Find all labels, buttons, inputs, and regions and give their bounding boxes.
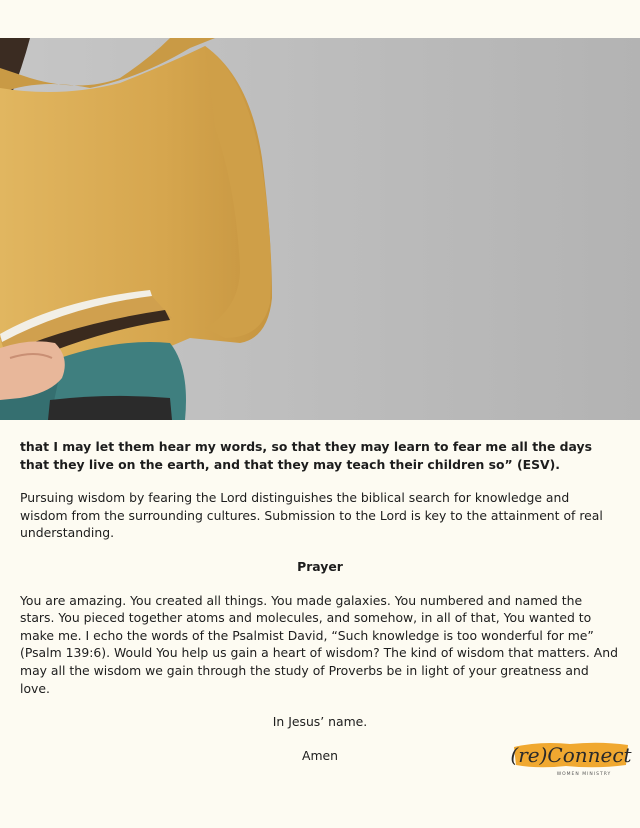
scripture-verse: that I may let them hear my words, so that they may learn to fear me all the days that they live on the earth, and that they may teach their children so” (ESV).	[20, 439, 592, 472]
woman-reading-bible-illustration	[0, 38, 640, 420]
prayer-paragraph: You are amazing. You created all things. You made galaxies. You numbered and named the stars. You pieced together atoms and molecules, and somehow, in all of that, You wanted to make me. I echo the words of the Psalmist David, “Such knowledge is too wonderful for me” (Psalm 139:6). Would You help us gain a heart of wisdom? The kind of wisdom that matters. And may all the wisdom we gain through the study of Proverbs be in light of your greatness and love.	[20, 592, 618, 696]
reconnect-logo	[500, 695, 640, 828]
closing-line: In Jesus’ name.	[272, 714, 368, 730]
logo-name: (re)Connect	[510, 743, 632, 767]
body-paragraph: Pursuing wisdom by fearing the Lord distinguishes the biblical search for knowledge and wisdom from the surrounding cultures. Submission to the Lord is key to the attainment of real understanding.	[20, 490, 603, 541]
logo-mark	[500, 695, 640, 828]
hero-photo	[0, 38, 640, 420]
logo-tagline: WOMEN MINISTRY	[556, 772, 612, 777]
amen-line: Amen	[301, 747, 339, 763]
prayer-heading: Prayer	[297, 558, 343, 574]
